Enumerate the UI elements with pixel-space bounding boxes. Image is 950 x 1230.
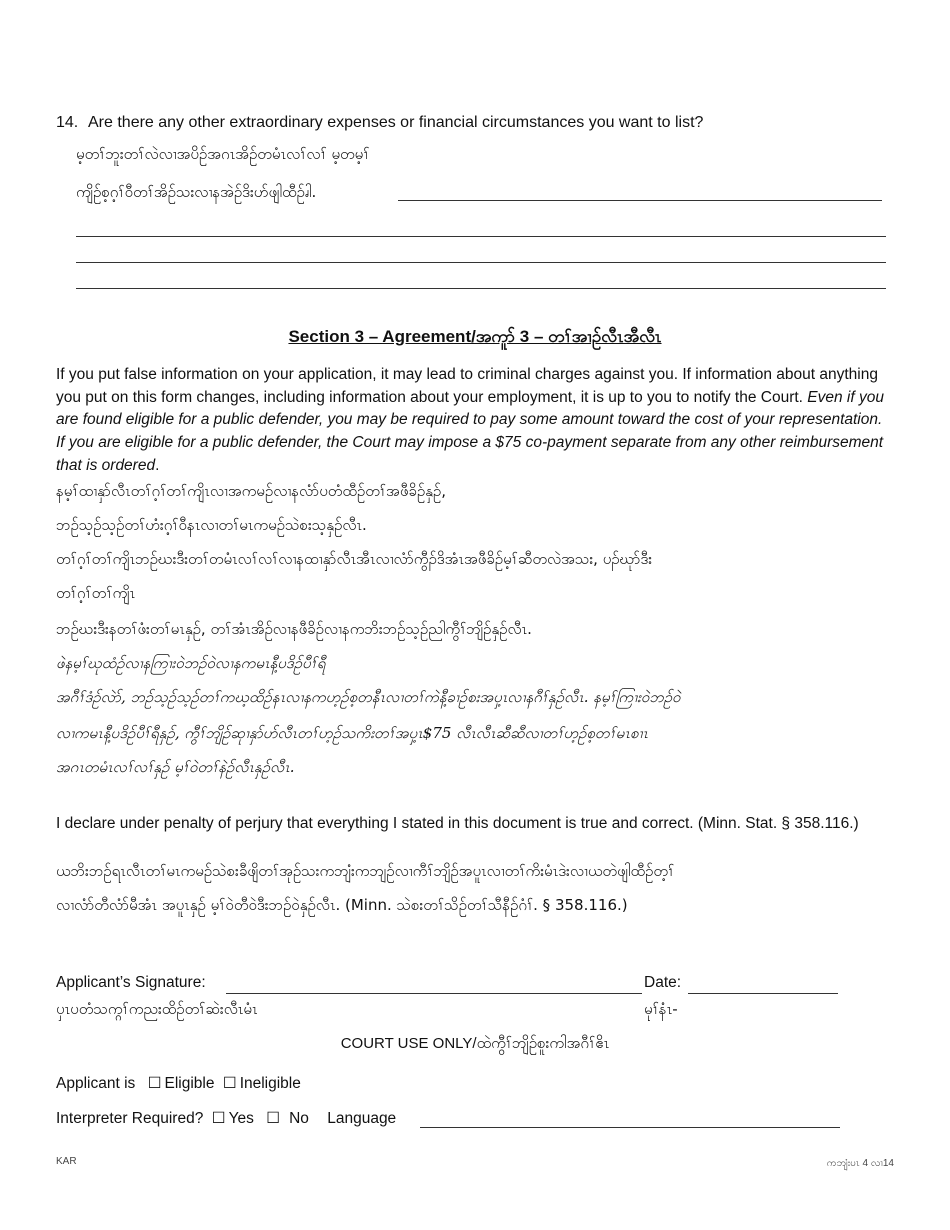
applicant-is-label: Applicant is (56, 1075, 136, 1092)
question-14 (56, 114, 703, 132)
karen-italic-line4: အဂၤတမံၤလၢ်လၢ်နှဉ် မ့ၢ်ဝဲတၢ်နဲဉ်လီၤနှဉ်လီၤ. (56, 758, 295, 776)
declaration-karen-line1: ယဘိးဘဉ်ရၤလီၤတၢ်မၤကမဉ်သဲစးခီဖျိတၢ်အုဉ်သးကဘျံးကဘျဉ်လၢကီၢ်ဘျိဉ်အပူၤလၢတၢ်ကိးမံၤဒဲးလၢယတဲဖျါထီဉ်တ့ၢ် (56, 862, 675, 880)
ineligible-label: Ineligible (239, 1075, 301, 1092)
agreement-paragraph (56, 364, 892, 478)
declaration-karen-line2: လၢလံာ်တီလံာ်မီအံၤ အပူၤနှဉ် မ့ၢ်ဝဲတီဝဲဒီးဘဉ်ဝဲနှဉ်လီၤ. (Minn. သဲစးတၢ်သိဉ်တၢ်သီနီဉ်ဂံၢ်. § 358.116.) (56, 896, 628, 914)
footer-code: KAR (56, 1156, 77, 1167)
signature-karen-label: ပှၤပတံသက္ဂၢ်ကညးထိဉ်တၢ်ဆဲးလီၤမံၤ (56, 1000, 258, 1018)
footer-page-number: ကဘျံးပၤ 4 လၢ14 (826, 1158, 894, 1169)
yes-label: Yes (228, 1110, 254, 1127)
signature-label: Applicant’s Signature: (56, 974, 206, 991)
question-14-karen-line1: မ့တၢ်ဘူးတၢ်လဲလၢအပိဉ်အဂၤအိဉ်တမံၤလၢ်လၢ် မ့တမ့ၢ် (76, 145, 370, 163)
interpreter-no-checkbox[interactable]: ☐ (266, 1109, 281, 1127)
ineligible-checkbox[interactable]: ☐ (222, 1074, 237, 1092)
question-number: 14. (56, 114, 79, 131)
perjury-declaration: I declare under penalty of perjury that everything I stated in this document is true and correct. (Minn. Stat. § 358.116.) (56, 815, 859, 832)
answer-line-1[interactable] (398, 200, 882, 201)
karen-italic-line3: လၢကမၤနီ့ပဒိဉ်ပီၢ်ရီနှဉ်, ကွီၢ်ဘျိဉ်ဆုၢနှာ်ဟ်လီၤတၢ်ဟ့ဉ်သကိးတၢ်အပှ့ၤ$75 လီၤလီၤဆီဆီလၢတၢ်ဟ့ဉ်စ့တၢ်မၤစၢၤ (56, 724, 648, 742)
interpreter-row (56, 1109, 396, 1128)
karen-agreement-line1: နမ့ၢ်ထၢနှာ်လီၤတၢ်ဂ့ၢ်တၢ်ကျိၤလၢအကမဉ်လၢနလံာ်ပတံထီဉ်တၢ်အဖီခိဉ်နှဉ်, (56, 482, 446, 500)
question-text: Are there any other extraordinary expenses or financial circumstances you want to list? (88, 114, 704, 131)
karen-agreement-line3: တၢ်ဂ့ၢ်တၢ်ကျိၤဘဉ်ဃးဒီးတၢ်တမံၤလၢ်လၢ်လၢနထၢနှာ်လီၤအီၤလၢလံာ်ကွီၣ်ဒိအံၤအဖီခိဉ်မ့ၢ်ဆီတလဲအသး, ပၣ်ဃုာ်ဒီး (56, 550, 653, 568)
interpreter-label: Interpreter Required? (56, 1110, 204, 1127)
language-line[interactable] (420, 1127, 840, 1128)
no-label: No (289, 1110, 309, 1127)
question-14-karen-line2: ကျိဉ်စ့ဂ့ၢ်ဝီတၢ်အိဉ်သးလၢနအဲဉ်ဒိးဟ်ဖျါထီဉ်ၧါ. (76, 183, 317, 201)
answer-line-2[interactable] (76, 236, 886, 237)
court-use-title: COURT USE ONLY/ထဲကွီၢ်ဘျိဉ်စူးကါအဂီၢ်ဧိၤ (340, 1035, 610, 1052)
agreement-italic-text: Even if you are found eligible for a public defender, you may be required to pay some amount toward the cost of your representation. If you are eligible for a public defender, the Court may impose a $75 co-payment separate from any other reimbursement that is ordered (56, 388, 884, 474)
section-3-title: Section 3 – Agreement/အကူာ် 3 – တၢ်အၢဉ်လီၤအီလီၤ (288, 327, 662, 346)
answer-line-4[interactable] (76, 288, 886, 289)
date-label: Date: (644, 974, 682, 991)
date-karen-label: မုၢ်နံၤ- (644, 1000, 678, 1018)
agreement-end: . (155, 456, 160, 474)
date-line[interactable] (688, 993, 838, 994)
language-label: Language (327, 1110, 397, 1127)
answer-line-3[interactable] (76, 262, 886, 263)
eligible-checkbox[interactable]: ☐ (147, 1074, 162, 1092)
interpreter-yes-checkbox[interactable]: ☐ (211, 1109, 226, 1127)
applicant-status-row (56, 1074, 301, 1093)
karen-italic-line1: ဖဲနမ့ၢ်ဃုထံဉ်လၢနကြၢးဝဲဘဉ်ဝဲလၢနကမၤနီ့ပဒိဉ်ပီၢ်ရီ (56, 654, 326, 672)
karen-agreement-line5: ဘဉ်ဃးဒီးနတၢ်ဖံးတၢ်မၤနှဉ်, တၢ်အံၤအိဉ်လၢနဖီခိဉ်လၢနကဘိးဘဉ်သ့ဉ်ညါကွီၢ်ဘျိဉ်နှဉ်လီၤ. (56, 620, 532, 638)
signature-line[interactable] (226, 993, 642, 994)
karen-agreement-line4: တၢ်ဂ့ၢ်တၢ်ကျိၤ (56, 584, 136, 602)
karen-italic-line2: အဂီၢ်ဒံဉ်လဲာ်, ဘဉ်သ့ဉ်သ့ဉ်တၢ်ကဃ့ထိဉ်နၤလၢနကဟ့ဉ်စ့တနီၤလၢတၢ်ကဲနီ့ခၢဉ်စးအပှ့ၤလၢနဂီၢ်နှဉ်လီၤ. နမ့ၢ်ကြၢးဝဲဘဉ်ဝဲ (56, 688, 681, 706)
karen-agreement-line2: ဘဉ်သ့ဉ်သ့ဉ်တၢ်ဟံးဂ့ၢ်ဝီနၤလၢတၢ်မၤကမဉ်သဲစးသ့နှဉ်လီၤ. (56, 516, 367, 534)
eligible-label: Eligible (164, 1075, 215, 1092)
agreement-text: If you put false information on your application, it may lead to criminal charges against you. If information about anything you put on this form changes, including information about your employment, it is up to you to notify the Court. (56, 366, 878, 406)
